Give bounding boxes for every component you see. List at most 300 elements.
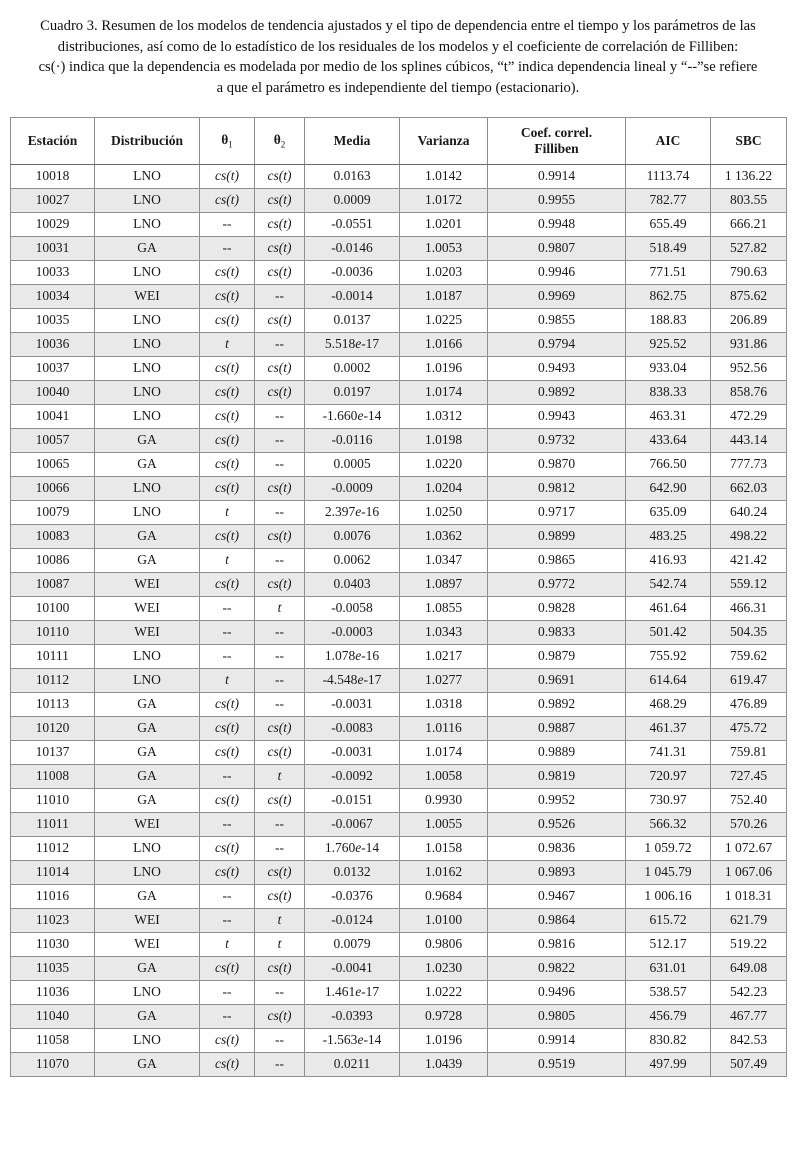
table-cell: 931.86 <box>711 332 787 356</box>
table-cell: 766.50 <box>626 452 711 476</box>
table-cell: 0.9772 <box>488 572 626 596</box>
table-row <box>11 812 787 836</box>
table-cell: cs(t) <box>200 716 255 740</box>
table-cell: 0.9892 <box>488 692 626 716</box>
table-cell: 0.0197 <box>305 380 400 404</box>
table-row <box>11 668 787 692</box>
table-cell: 933.04 <box>626 356 711 380</box>
table-cell: cs(t) <box>200 956 255 980</box>
table-cell: 10112 <box>11 668 95 692</box>
table-cell: 1.0250 <box>400 500 488 524</box>
table-cell: 11023 <box>11 908 95 932</box>
table-cell: 11058 <box>11 1028 95 1052</box>
caption-line: distribuciones, así como de lo estadístico de los residuales de los modelos y el coeficiente de correlación de Filliben: <box>57 38 739 55</box>
table-cell: cs(t) <box>255 572 305 596</box>
table-row <box>11 476 787 500</box>
table-cell: -- <box>200 908 255 932</box>
table-cell: cs(t) <box>255 380 305 404</box>
table-cell: cs(t) <box>255 356 305 380</box>
table-cell: 0.9930 <box>400 788 488 812</box>
table-cell: 1 067.06 <box>711 860 787 884</box>
table-cell: 10083 <box>11 524 95 548</box>
table-cell: 1.0142 <box>400 164 488 188</box>
table-row <box>11 860 787 884</box>
table-cell: 0.9946 <box>488 260 626 284</box>
table-cell: 497.99 <box>626 1052 711 1076</box>
table-cell: 10040 <box>11 380 95 404</box>
table-cell: 755.92 <box>626 644 711 668</box>
column-header-1: Distribución <box>95 117 200 164</box>
table-cell: cs(t) <box>255 236 305 260</box>
table-cell: -- <box>255 1052 305 1076</box>
table-cell: 0.9865 <box>488 548 626 572</box>
table-row <box>11 524 787 548</box>
table-row <box>11 980 787 1004</box>
table-cell: 1.0158 <box>400 836 488 860</box>
table-cell: -- <box>200 644 255 668</box>
table-cell: 0.0132 <box>305 860 400 884</box>
table-row <box>11 788 787 812</box>
table-cell: cs(t) <box>200 452 255 476</box>
table-row <box>11 380 787 404</box>
table-cell: 1.0203 <box>400 260 488 284</box>
table-cell: -- <box>255 668 305 692</box>
table-cell: LNO <box>95 212 200 236</box>
table-cell: 666.21 <box>711 212 787 236</box>
table-cell: 11008 <box>11 764 95 788</box>
table-cell: -0.0014 <box>305 284 400 308</box>
table-cell: -0.0031 <box>305 740 400 764</box>
table-cell: -0.0376 <box>305 884 400 908</box>
table-cell: cs(t) <box>200 428 255 452</box>
table-cell: t <box>200 332 255 356</box>
table-row <box>11 764 787 788</box>
table-cell: cs(t) <box>200 524 255 548</box>
table-cell: GA <box>95 956 200 980</box>
table-cell: 11016 <box>11 884 95 908</box>
table-cell: 1.0217 <box>400 644 488 668</box>
table-cell: 1.0439 <box>400 1052 488 1076</box>
table-cell: 0.9794 <box>488 332 626 356</box>
table-cell: 10111 <box>11 644 95 668</box>
table-cell: t <box>255 764 305 788</box>
table-row <box>11 236 787 260</box>
table-cell: 0.0076 <box>305 524 400 548</box>
table-cell: t <box>255 596 305 620</box>
table-cell: GA <box>95 452 200 476</box>
table-cell: 642.90 <box>626 476 711 500</box>
table-cell: 1.0100 <box>400 908 488 932</box>
table-cell: 1.0230 <box>400 956 488 980</box>
table-row <box>11 572 787 596</box>
table-cell: 512.17 <box>626 932 711 956</box>
table-cell: cs(t) <box>255 956 305 980</box>
table-cell: GA <box>95 524 200 548</box>
column-header-5: Varianza <box>400 117 488 164</box>
table-cell: 1.0277 <box>400 668 488 692</box>
table-cell: 0.9691 <box>488 668 626 692</box>
table-cell: t <box>200 932 255 956</box>
column-header-6: Coef. correl. Filliben <box>488 117 626 164</box>
table-cell: 655.49 <box>626 212 711 236</box>
table-cell: 519.22 <box>711 932 787 956</box>
table-cell: -- <box>255 644 305 668</box>
table-cell: LNO <box>95 356 200 380</box>
table-cell: LNO <box>95 404 200 428</box>
table-cell: 10086 <box>11 548 95 572</box>
table-cell: 10113 <box>11 692 95 716</box>
table-cell: WEI <box>95 572 200 596</box>
table-cell: 720.97 <box>626 764 711 788</box>
table-cell: cs(t) <box>200 260 255 284</box>
table-cell: 759.81 <box>711 740 787 764</box>
table-cell: cs(t) <box>200 1028 255 1052</box>
table-cell: 830.82 <box>626 1028 711 1052</box>
table-cell: -- <box>255 500 305 524</box>
table-cell: 0.9887 <box>488 716 626 740</box>
table-cell: -- <box>255 404 305 428</box>
table-cell: -0.0067 <box>305 812 400 836</box>
table-header <box>11 117 787 164</box>
table-cell: 1.0172 <box>400 188 488 212</box>
table-cell: 10029 <box>11 212 95 236</box>
table-row <box>11 836 787 860</box>
table-cell: -- <box>200 236 255 260</box>
table-cell: GA <box>95 788 200 812</box>
table-cell: -- <box>255 428 305 452</box>
table-cell: 11011 <box>11 812 95 836</box>
table-cell: cs(t) <box>255 308 305 332</box>
table-cell: cs(t) <box>200 308 255 332</box>
table-cell: 10031 <box>11 236 95 260</box>
column-header-8: SBC <box>711 117 787 164</box>
table-cell: 1.0162 <box>400 860 488 884</box>
table-cell: 463.31 <box>626 404 711 428</box>
table-cell: 559.12 <box>711 572 787 596</box>
table-cell: 0.9717 <box>488 500 626 524</box>
table-cell: 649.08 <box>711 956 787 980</box>
table-row <box>11 428 787 452</box>
table-cell: 10041 <box>11 404 95 428</box>
table-cell: t <box>200 500 255 524</box>
table-cell: 10033 <box>11 260 95 284</box>
table-cell: GA <box>95 428 200 452</box>
table-cell: t <box>255 908 305 932</box>
table-cell: 1.0166 <box>400 332 488 356</box>
table-cell: 0.9822 <box>488 956 626 980</box>
table-cell: LNO <box>95 260 200 284</box>
table-cell: cs(t) <box>200 572 255 596</box>
table-cell: WEI <box>95 284 200 308</box>
table-cell: 0.9952 <box>488 788 626 812</box>
table-cell: 461.37 <box>626 716 711 740</box>
table-cell: cs(t) <box>255 524 305 548</box>
table-cell: cs(t) <box>255 788 305 812</box>
table-cell: 771.51 <box>626 260 711 284</box>
table-cell: 1.0343 <box>400 620 488 644</box>
table-cell: 952.56 <box>711 356 787 380</box>
table-cell: 1 018.31 <box>711 884 787 908</box>
table-cell: 0.9969 <box>488 284 626 308</box>
table-cell: LNO <box>95 644 200 668</box>
table-cell: -0.0058 <box>305 596 400 620</box>
table-cell: 0.9833 <box>488 620 626 644</box>
table-cell: 10120 <box>11 716 95 740</box>
table-row <box>11 1028 787 1052</box>
table-cell: 0.9828 <box>488 596 626 620</box>
caption-line: Cuadro 3. Resumen de los modelos de tendencia ajustados y el tipo de dependencia entre el tiempo y los parámetros de las <box>40 18 756 34</box>
table-row <box>11 548 787 572</box>
table-cell: 0.9732 <box>488 428 626 452</box>
table-cell: WEI <box>95 932 200 956</box>
table-cell: 0.9836 <box>488 836 626 860</box>
table-cell: 1.0201 <box>400 212 488 236</box>
table-cell: 11035 <box>11 956 95 980</box>
table-cell: 1 136.22 <box>711 164 787 188</box>
table-cell: 1.0196 <box>400 1028 488 1052</box>
table-cell: 538.57 <box>626 980 711 1004</box>
table-cell: 416.93 <box>626 548 711 572</box>
table-cell: cs(t) <box>200 356 255 380</box>
table-cell: 443.14 <box>711 428 787 452</box>
table-cell: -- <box>255 284 305 308</box>
table-row <box>11 164 787 188</box>
table-cell: 10036 <box>11 332 95 356</box>
table-body <box>11 164 787 1076</box>
table-row <box>11 740 787 764</box>
table-cell: 790.63 <box>711 260 787 284</box>
table-cell: -0.0116 <box>305 428 400 452</box>
table-cell: -- <box>255 452 305 476</box>
table-cell: 1.760e-14 <box>305 836 400 860</box>
table-cell: 1.0225 <box>400 308 488 332</box>
table-row <box>11 956 787 980</box>
table-cell: 631.01 <box>626 956 711 980</box>
table-cell: 1.0347 <box>400 548 488 572</box>
table-cell: 1.0220 <box>400 452 488 476</box>
table-cell: 0.9914 <box>488 1028 626 1052</box>
table-cell: 10065 <box>11 452 95 476</box>
column-header-7: AIC <box>626 117 711 164</box>
table-cell: 0.9807 <box>488 236 626 260</box>
table-cell: 858.76 <box>711 380 787 404</box>
table-cell: GA <box>95 1004 200 1028</box>
table-cell: LNO <box>95 332 200 356</box>
table-row <box>11 404 787 428</box>
table-cell: 1.0058 <box>400 764 488 788</box>
table-cell: -- <box>255 812 305 836</box>
header-row <box>11 117 787 164</box>
table-cell: 0.9493 <box>488 356 626 380</box>
table-cell: cs(t) <box>200 860 255 884</box>
table-cell: WEI <box>95 812 200 836</box>
table-cell: WEI <box>95 908 200 932</box>
table-cell: 566.32 <box>626 812 711 836</box>
table-cell: 10035 <box>11 308 95 332</box>
table-cell: -0.0003 <box>305 620 400 644</box>
table-cell: 0.9684 <box>400 884 488 908</box>
table-row <box>11 596 787 620</box>
table-row <box>11 644 787 668</box>
table-cell: 467.77 <box>711 1004 787 1028</box>
table-cell: t <box>200 668 255 692</box>
table-cell: 1.0312 <box>400 404 488 428</box>
table-row <box>11 716 787 740</box>
table-caption <box>12 16 784 99</box>
table-cell: 472.29 <box>711 404 787 428</box>
table-cell: LNO <box>95 860 200 884</box>
table-cell: LNO <box>95 380 200 404</box>
table-cell: 0.9892 <box>488 380 626 404</box>
table-cell: 11014 <box>11 860 95 884</box>
table-cell: 803.55 <box>711 188 787 212</box>
table-cell: 0.9496 <box>488 980 626 1004</box>
table-cell: 0.9805 <box>488 1004 626 1028</box>
table-cell: cs(t) <box>200 188 255 212</box>
table-cell: cs(t) <box>255 716 305 740</box>
table-cell: 0.9812 <box>488 476 626 500</box>
table-cell: -- <box>255 980 305 1004</box>
table-cell: 483.25 <box>626 524 711 548</box>
table-cell: 461.64 <box>626 596 711 620</box>
table-cell: 1.0855 <box>400 596 488 620</box>
table-cell: LNO <box>95 980 200 1004</box>
table-cell: cs(t) <box>200 740 255 764</box>
table-row <box>11 260 787 284</box>
table-cell: GA <box>95 236 200 260</box>
table-cell: 468.29 <box>626 692 711 716</box>
table-cell: 1 059.72 <box>626 836 711 860</box>
table-cell: 0.9806 <box>400 932 488 956</box>
table-cell: 0.0002 <box>305 356 400 380</box>
table-cell: 0.9914 <box>488 164 626 188</box>
table-cell: 875.62 <box>711 284 787 308</box>
table-cell: cs(t) <box>255 164 305 188</box>
table-cell: 1.0174 <box>400 380 488 404</box>
table-cell: 433.64 <box>626 428 711 452</box>
table-cell: 507.49 <box>711 1052 787 1076</box>
table-cell: 759.62 <box>711 644 787 668</box>
table-cell: t <box>255 932 305 956</box>
table-cell: 501.42 <box>626 620 711 644</box>
table-cell: 518.49 <box>626 236 711 260</box>
table-cell: 10100 <box>11 596 95 620</box>
table-cell: 10018 <box>11 164 95 188</box>
table-cell: 10137 <box>11 740 95 764</box>
table-cell: cs(t) <box>200 284 255 308</box>
table-cell: 1.0897 <box>400 572 488 596</box>
table-cell: 206.89 <box>711 308 787 332</box>
table-cell: -0.0146 <box>305 236 400 260</box>
table-cell: -0.0092 <box>305 764 400 788</box>
table-cell: LNO <box>95 308 200 332</box>
table-cell: 1 072.67 <box>711 836 787 860</box>
table-cell: GA <box>95 740 200 764</box>
table-row <box>11 284 787 308</box>
table-cell: GA <box>95 548 200 572</box>
table-cell: 0.0079 <box>305 932 400 956</box>
table-row <box>11 452 787 476</box>
table-cell: -- <box>255 1028 305 1052</box>
table-cell: -4.548e-17 <box>305 668 400 692</box>
table-cell: 10087 <box>11 572 95 596</box>
table-cell: t <box>200 548 255 572</box>
table-cell: 1.461e-17 <box>305 980 400 1004</box>
table-cell: 1.0187 <box>400 284 488 308</box>
table-cell: 752.40 <box>711 788 787 812</box>
table-cell: 0.0009 <box>305 188 400 212</box>
table-cell: 542.23 <box>711 980 787 1004</box>
table-cell: -- <box>255 548 305 572</box>
table-cell: 730.97 <box>626 788 711 812</box>
table-cell: 498.22 <box>711 524 787 548</box>
table-cell: LNO <box>95 188 200 212</box>
table-cell: 2.397e-16 <box>305 500 400 524</box>
table-cell: 475.72 <box>711 716 787 740</box>
table-cell: -0.0036 <box>305 260 400 284</box>
table-cell: 777.73 <box>711 452 787 476</box>
table-cell: 10079 <box>11 500 95 524</box>
table-cell: -1.660e-14 <box>305 404 400 428</box>
table-row <box>11 1004 787 1028</box>
table-cell: 0.9899 <box>488 524 626 548</box>
table-cell: cs(t) <box>200 476 255 500</box>
table-cell: 1 006.16 <box>626 884 711 908</box>
table-cell: -- <box>200 812 255 836</box>
table-cell: -- <box>200 980 255 1004</box>
table-cell: cs(t) <box>255 884 305 908</box>
table-cell: -- <box>255 692 305 716</box>
table-cell: 0.9526 <box>488 812 626 836</box>
table-cell: 741.31 <box>626 740 711 764</box>
column-header-4: Media <box>305 117 400 164</box>
table-cell: 1.078e-16 <box>305 644 400 668</box>
table-cell: 542.74 <box>626 572 711 596</box>
table-cell: 11070 <box>11 1052 95 1076</box>
table-row <box>11 1052 787 1076</box>
table-cell: cs(t) <box>255 1004 305 1028</box>
table-cell: 11030 <box>11 932 95 956</box>
column-header-2: $\theta_1$ <box>200 117 255 164</box>
table-cell: LNO <box>95 836 200 860</box>
table-cell: 0.0005 <box>305 452 400 476</box>
table-cell: -- <box>200 1004 255 1028</box>
table-cell: 0.9819 <box>488 764 626 788</box>
table-cell: LNO <box>95 476 200 500</box>
results-table <box>10 117 787 1077</box>
table-row <box>11 908 787 932</box>
table-cell: 11036 <box>11 980 95 1004</box>
table-cell: 1 045.79 <box>626 860 711 884</box>
table-cell: 1.0053 <box>400 236 488 260</box>
table-cell: cs(t) <box>255 212 305 236</box>
table-cell: 0.0211 <box>305 1052 400 1076</box>
table-cell: 862.75 <box>626 284 711 308</box>
table-cell: cs(t) <box>200 1052 255 1076</box>
table-cell: GA <box>95 884 200 908</box>
table-cell: 1.0318 <box>400 692 488 716</box>
table-cell: -0.0031 <box>305 692 400 716</box>
table-row <box>11 332 787 356</box>
table-cell: LNO <box>95 164 200 188</box>
table-cell: 925.52 <box>626 332 711 356</box>
table-cell: 0.9519 <box>488 1052 626 1076</box>
table-cell: WEI <box>95 620 200 644</box>
table-row <box>11 212 787 236</box>
table-cell: -0.0124 <box>305 908 400 932</box>
table-cell: 0.9943 <box>488 404 626 428</box>
table-cell: 570.26 <box>711 812 787 836</box>
